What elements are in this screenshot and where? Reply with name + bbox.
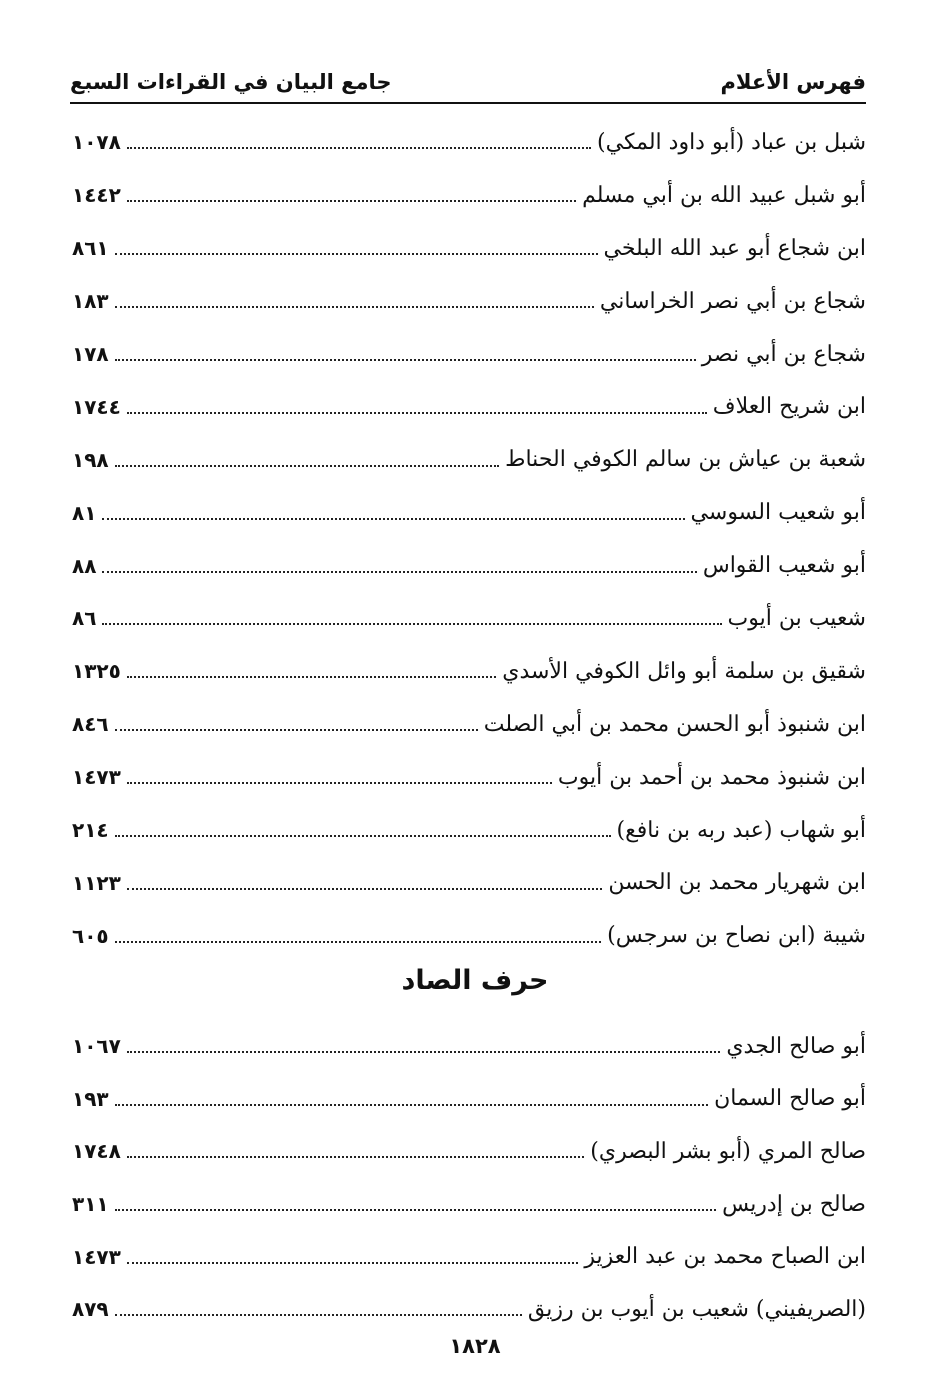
- dot-leader: [102, 623, 721, 625]
- entry-name: شيبة (ابن نصاح بن سرجس): [607, 923, 866, 949]
- running-head: [70, 62, 866, 104]
- entry-page-number: ٨٤٦: [72, 712, 109, 737]
- entry-page-number: ١٧٤٨: [72, 1139, 121, 1164]
- dot-leader: [127, 1051, 721, 1053]
- index-entry: [72, 328, 866, 381]
- index-entry: [72, 1125, 866, 1178]
- entry-page-number: ١٧٤٤: [72, 394, 121, 419]
- section-heading-sad: حرف الصاد: [401, 965, 549, 996]
- entry-name: ابن شهريار محمد بن الحسن: [608, 870, 866, 896]
- dot-leader: [115, 253, 598, 255]
- entry-name: أبو صالح السمان: [714, 1086, 866, 1112]
- index-entry: [72, 751, 866, 804]
- dot-leader: [115, 359, 696, 361]
- entry-page-number: ٢١٤: [72, 818, 109, 843]
- entry-name: شقيق بن سلمة أبو وائل الكوفي الأسدي: [502, 658, 866, 684]
- index-entry: [72, 222, 866, 275]
- entry-name: شجاع بن أبي نصر الخراساني: [599, 288, 866, 314]
- entry-page-number: ١٣٢٥: [72, 659, 121, 684]
- dot-leader: [115, 835, 611, 837]
- dot-leader: [127, 782, 552, 784]
- entry-page-number: ١٠٦٧: [72, 1034, 121, 1059]
- entry-page-number: ١٨٣: [72, 289, 109, 314]
- entry-page-number: ٨٨: [72, 553, 97, 578]
- entry-name: شعبة بن عياش بن سالم الكوفي الحناط: [505, 447, 866, 473]
- dot-leader: [127, 888, 603, 890]
- entry-name: شجاع بن أبي نصر: [701, 341, 866, 367]
- index-entry: [72, 698, 866, 751]
- entry-name: أبو شبل عبيد الله بن أبي مسلم: [582, 182, 866, 208]
- page-number: ١٨٢٨: [449, 1334, 501, 1358]
- index-entry: [72, 486, 866, 539]
- entry-page-number: ١٤٧٣: [72, 1244, 121, 1269]
- entry-page-number: ٨٧٩: [72, 1297, 109, 1322]
- index-entry: [72, 645, 866, 698]
- entry-name: شعيب بن أيوب: [727, 605, 866, 631]
- dot-leader: [102, 518, 684, 520]
- entry-name: أبو شهاب (عبد ربه بن نافع): [616, 817, 866, 843]
- entry-name: ابن شريح العلاف: [712, 394, 866, 420]
- entry-name: (الصريفيني) شعيب بن أيوب بن رزيق: [527, 1296, 866, 1322]
- index-entry: [72, 592, 866, 645]
- dot-leader: [115, 465, 500, 467]
- entry-name: صالح المري (أبو بشر البصري): [590, 1138, 866, 1164]
- dot-leader: [115, 1314, 522, 1316]
- entry-page-number: ١٤٧٣: [72, 765, 121, 790]
- entry-page-number: ١٩٨: [72, 447, 109, 472]
- dot-leader: [115, 729, 478, 731]
- entry-name: صالح بن إدريس: [722, 1191, 866, 1217]
- dot-leader: [115, 306, 594, 308]
- dot-leader: [115, 941, 602, 943]
- entry-name: ابن شجاع أبو عبد الله البلخي: [603, 235, 866, 261]
- index-entry: [72, 433, 866, 486]
- dot-leader: [115, 1209, 717, 1211]
- dot-leader: [127, 1262, 579, 1264]
- entry-page-number: ٣١١: [72, 1192, 109, 1217]
- entry-name: ابن شنبوذ أبو الحسن محمد بن أبي الصلت: [483, 711, 866, 737]
- index-entry: [72, 1020, 866, 1073]
- entry-name: أبو شعيب السوسي: [690, 500, 866, 526]
- index-entry: [72, 1230, 866, 1283]
- index-entry: [72, 116, 866, 169]
- entry-page-number: ٨٦: [72, 606, 97, 631]
- entry-page-number: ٨٦١: [72, 236, 109, 261]
- index-entry: [72, 856, 866, 909]
- entries-sad: [72, 1020, 866, 1336]
- index-entry: [72, 1283, 866, 1336]
- dot-leader: [115, 1104, 708, 1106]
- entry-page-number: ٦٠٥: [72, 923, 109, 948]
- index-entry: [72, 909, 866, 962]
- index-entry: [72, 804, 866, 857]
- dot-leader: [127, 200, 576, 202]
- index-entry: [72, 275, 866, 328]
- index-entry: [72, 539, 866, 592]
- entry-name: أبو صالح الجدي: [726, 1033, 866, 1059]
- dot-leader: [102, 571, 696, 573]
- dot-leader: [127, 147, 591, 149]
- entry-page-number: ٨١: [72, 500, 97, 525]
- entry-page-number: ١٤٤٢: [72, 183, 121, 208]
- entry-page-number: ١٩٣: [72, 1086, 109, 1111]
- dot-leader: [127, 412, 707, 414]
- index-section-title: فهرس الأعلام: [720, 70, 866, 94]
- entry-page-number: ١٠٧٨: [72, 130, 121, 155]
- entries-shin: [72, 116, 866, 962]
- index-entry: [72, 1178, 866, 1231]
- entry-page-number: ١٧٨: [72, 342, 109, 366]
- dot-leader: [127, 676, 496, 678]
- entry-name: ابن الصباح محمد بن عبد العزيز: [584, 1244, 866, 1270]
- entry-name: أبو شعيب القواس: [702, 553, 866, 579]
- entry-page-number: ١١٢٣: [72, 870, 121, 895]
- book-title: جامع البيان في القراءات السبع: [70, 70, 392, 94]
- entry-name: ابن شنبوذ محمد بن أحمد بن أيوب: [557, 764, 866, 790]
- entry-name: شبل بن عباد (أبو داود المكي): [597, 129, 866, 155]
- index-entry: [72, 169, 866, 222]
- index-entry: [72, 380, 866, 433]
- dot-leader: [127, 1156, 584, 1158]
- index-entry: [72, 1073, 866, 1126]
